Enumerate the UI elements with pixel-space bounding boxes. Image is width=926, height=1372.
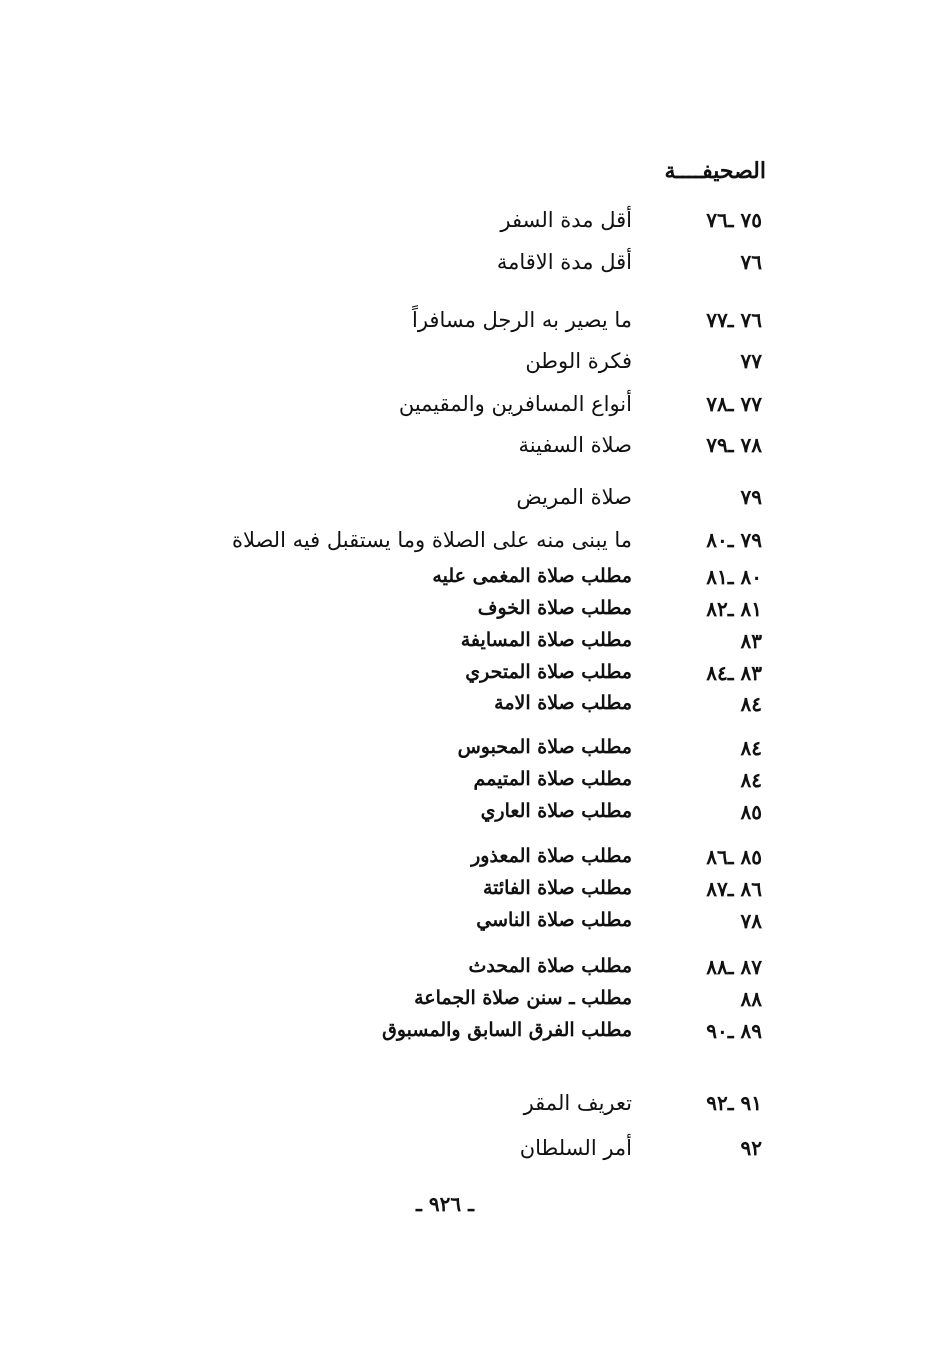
page-range: ٨٧ ـ٨٨	[706, 955, 762, 979]
page-range: ٨٤	[740, 692, 762, 716]
toc-entry	[62, 565, 762, 595]
page-range: ٨٤	[740, 736, 762, 760]
page-range: ٩٢	[740, 1136, 762, 1160]
page-range: ٨٥	[740, 800, 762, 824]
toc-entry	[62, 909, 762, 939]
toc-entry	[62, 433, 762, 463]
toc-entry	[62, 349, 762, 379]
toc-entry	[62, 692, 762, 722]
entry-title: مطلب صلاة الخوف	[477, 597, 632, 619]
entry-title: مطلب صلاة المسايفة	[460, 629, 632, 651]
entry-title: مطلب صلاة المتيمم	[473, 768, 632, 790]
toc-entry	[62, 485, 762, 515]
toc-entry	[62, 1019, 762, 1049]
column-header-page: الصحيفــــة	[664, 158, 766, 184]
entry-title: ما يبنى منه على الصلاة وما يستقبل فيه الصلاة	[231, 528, 632, 552]
entry-title: مطلب صلاة المحدث	[468, 955, 632, 977]
page-range: ٨٣ ـ٨٤	[706, 661, 762, 685]
toc-entry	[62, 987, 762, 1017]
toc-entry	[62, 1136, 762, 1166]
entry-title: صلاة السفينة	[518, 433, 632, 457]
entry-title: مطلب صلاة المتحري	[465, 661, 632, 683]
toc-entry	[62, 597, 762, 627]
page-range: ٨٤	[740, 768, 762, 792]
entry-title: تعريف المقر	[523, 1091, 632, 1115]
toc-entry	[62, 250, 762, 280]
entry-title: فكرة الوطن	[525, 349, 632, 373]
page-range: ٨٠ ـ٨١	[706, 565, 762, 589]
page-range: ٨١ ـ٨٢	[706, 597, 762, 621]
toc-entry	[62, 308, 762, 338]
entry-title: أنواع المسافرين والمقيمين	[398, 392, 632, 416]
page-range: ٧٧ ـ٧٨	[706, 392, 762, 416]
toc-entry	[62, 392, 762, 422]
toc-entry	[62, 1091, 762, 1121]
page-range: ٧٧	[740, 349, 762, 373]
page-range: ٧٦	[740, 250, 762, 274]
toc-entry	[62, 877, 762, 907]
page-range: ٧٩ ـ٨٠	[706, 528, 762, 552]
toc-entry	[62, 528, 762, 558]
page-range: ٧٦ ـ٧٧	[706, 308, 762, 332]
toc-entry	[62, 661, 762, 691]
entry-title: مطلب صلاة المحبوس	[457, 736, 632, 758]
entry-title: مطلب صلاة الناسي	[476, 909, 632, 931]
entry-title: صلاة المريض	[516, 485, 632, 509]
toc-entry	[62, 845, 762, 875]
entry-title: مطلب صلاة العاري	[480, 800, 632, 822]
toc-entry	[62, 208, 762, 238]
page-range: ٨٥ ـ٨٦	[706, 845, 762, 869]
entry-title: مطلب الفرق السابق والمسبوق	[382, 1019, 632, 1041]
entry-title: ما يصير به الرجل مسافراً	[412, 308, 632, 332]
toc-entry	[62, 800, 762, 830]
entry-title: أقل مدة الاقامة	[496, 250, 632, 274]
page-range: ٨٣	[740, 629, 762, 653]
entry-title: مطلب صلاة الفائتة	[482, 877, 632, 899]
toc-entry	[62, 736, 762, 766]
page-range: ٩١ ـ٩٢	[706, 1091, 762, 1115]
page-range: ٧٨ ـ٧٩	[706, 433, 762, 457]
entry-title: مطلب ـ سنن صلاة الجماعة	[414, 987, 632, 1009]
entry-title: مطلب صلاة الامة	[494, 692, 632, 714]
entry-title: مطلب صلاة المعذور	[471, 845, 632, 867]
entry-title: أقل مدة السفر	[500, 208, 632, 232]
page-range: ٧٨	[740, 909, 762, 933]
page-range: ٨٩ ـ٩٠	[706, 1019, 762, 1043]
entry-title: أمر السلطان	[519, 1136, 632, 1160]
entry-title: مطلب صلاة المغمى عليه	[432, 565, 632, 587]
toc-entry	[62, 768, 762, 798]
page-number: ـ ٩٢٦ ـ	[416, 1192, 474, 1216]
page-range: ٨٨	[740, 987, 762, 1011]
toc-entry	[62, 629, 762, 659]
page-range: ٨٦ ـ٨٧	[706, 877, 762, 901]
toc-entry	[62, 955, 762, 985]
page-range: ٧٥ ـ٧٦	[706, 208, 762, 232]
page-range: ٧٩	[740, 485, 762, 509]
